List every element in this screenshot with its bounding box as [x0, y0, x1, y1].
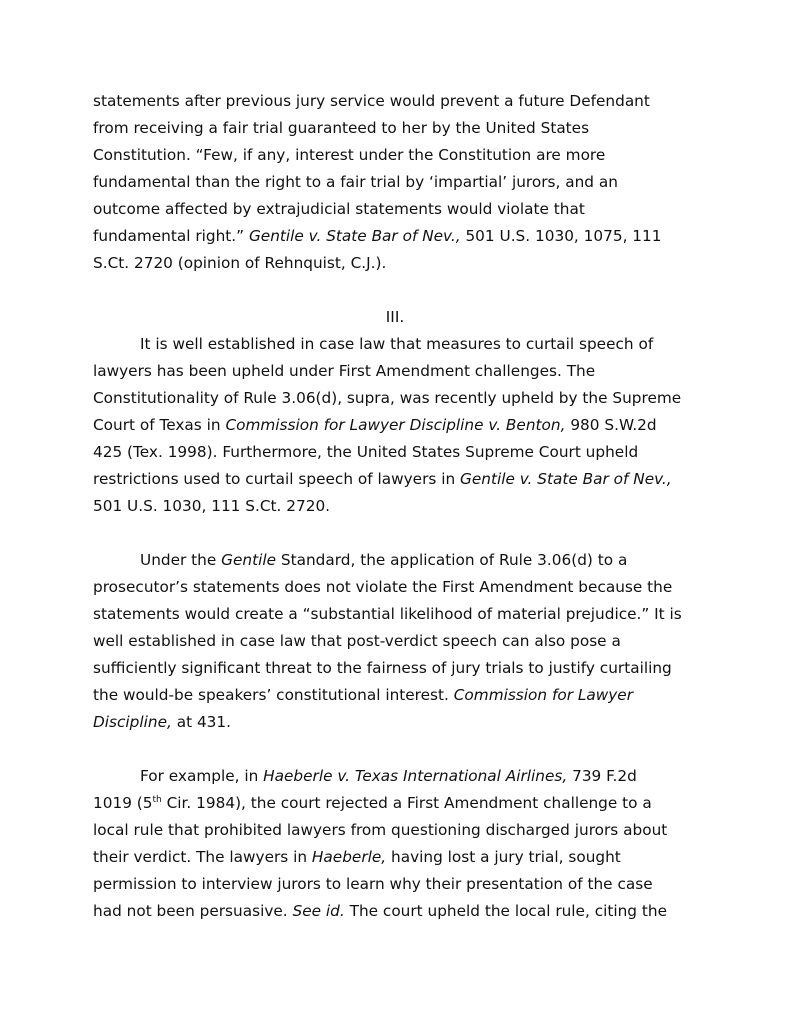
text-line: 425 (Tex. 1998). Furthermore, the United States Supreme Court upheld [93, 443, 639, 461]
text-line [93, 412, 703, 439]
text-line [93, 763, 703, 790]
text-line: lawyers has been upheld under First Amendment challenges. The [93, 362, 596, 380]
text-line: outcome affected by extrajudicial statements would violate that [93, 200, 585, 218]
text-run: fundamental right.” [93, 227, 249, 245]
case-citation: Gentile v. State Bar of Nev., [248, 227, 461, 245]
case-citation: Gentile [221, 551, 277, 569]
text-line: fundamental than the right to a fair trial by ‘impartial’ jurors, and an [93, 173, 618, 191]
paragraph-continuation [93, 88, 703, 277]
section-heading: III. [385, 308, 405, 326]
text-run: 501 U.S. 1030, 1075, 111 [460, 227, 662, 245]
text-line: It is well established in case law that measures to curtail speech of [140, 335, 654, 353]
case-citation: Haeberle v. Texas International Airlines, [263, 767, 568, 785]
text-run: 739 F.2d [567, 767, 637, 785]
spacer [93, 277, 703, 304]
text-run: had not been persuasive. [93, 902, 293, 920]
case-citation: Discipline, [93, 713, 172, 731]
text-line: local rule that prohibited lawyers from questioning discharged jurors about [93, 821, 668, 839]
text-run: Court of Texas in [93, 416, 226, 434]
text-line: well established in case law that post-verdict speech can also pose a [93, 632, 621, 650]
text-run: restrictions used to curtail speech of lawyers in [93, 470, 461, 488]
text-run: having lost a jury trial, sought [386, 848, 621, 866]
text-run: 1019 (5 [93, 794, 153, 812]
document-page [93, 88, 703, 925]
text-run: their verdict. The lawyers in [93, 848, 312, 866]
text-line [93, 682, 703, 709]
paragraph-haeberle-example [93, 763, 703, 925]
text-line: Constitutionality of Rule 3.06(d), supra, was recently upheld by the Supreme [93, 389, 682, 407]
text-line: Constitution. “Few, if any, interest under the Constitution are more [93, 146, 606, 164]
text-line [93, 844, 703, 871]
text-line [93, 709, 703, 736]
text-line: sufficiently significant threat to the fairness of jury trials to justify curtailing [93, 659, 672, 677]
paragraph-case-law [93, 331, 703, 520]
text-line: from receiving a fair trial guaranteed to her by the United States [93, 119, 590, 137]
text-run: The court upheld the local rule, citing the [344, 902, 667, 920]
text-line [93, 547, 703, 574]
text-run: the would-be speakers’ constitutional interest. [93, 686, 454, 704]
text-run: Under the [140, 551, 222, 569]
text-line [93, 898, 703, 925]
text-run: For example, in [140, 767, 264, 785]
case-citation: Gentile v. State Bar of Nev., [460, 470, 672, 488]
spacer [93, 520, 703, 547]
case-citation: See id. [292, 902, 345, 920]
text-run: 980 S.W.2d [565, 416, 657, 434]
spacer [93, 736, 703, 763]
text-line: S.Ct. 2720 (opinion of Rehnquist, C.J.). [93, 254, 387, 272]
text-line [93, 223, 703, 250]
text-line: statements would create a “substantial likelihood of material prejudice.” It is [93, 605, 682, 623]
text-line: 501 U.S. 1030, 111 S.Ct. 2720. [93, 497, 331, 515]
text-line: statements after previous jury service would prevent a future Defendant [93, 92, 650, 110]
case-citation: Haeberle, [311, 848, 387, 866]
text-run: Cir. 1984), the court rejected a First Amendment challenge to a [161, 794, 652, 812]
text-line: prosecutor’s statements does not violate the First Amendment because the [93, 578, 673, 596]
text-line: permission to interview jurors to learn why their presentation of the case [93, 875, 653, 893]
paragraph-gentile-standard [93, 547, 703, 736]
case-citation: Commission for Lawyer [453, 686, 634, 704]
text-line [93, 790, 703, 817]
text-line [93, 466, 703, 493]
text-run: at 431. [171, 713, 231, 731]
case-citation: Commission for Lawyer Discipline v. Benton, [225, 416, 566, 434]
text-run: Standard, the application of Rule 3.06(d) to a [276, 551, 628, 569]
ordinal-superscript: th [152, 795, 162, 805]
